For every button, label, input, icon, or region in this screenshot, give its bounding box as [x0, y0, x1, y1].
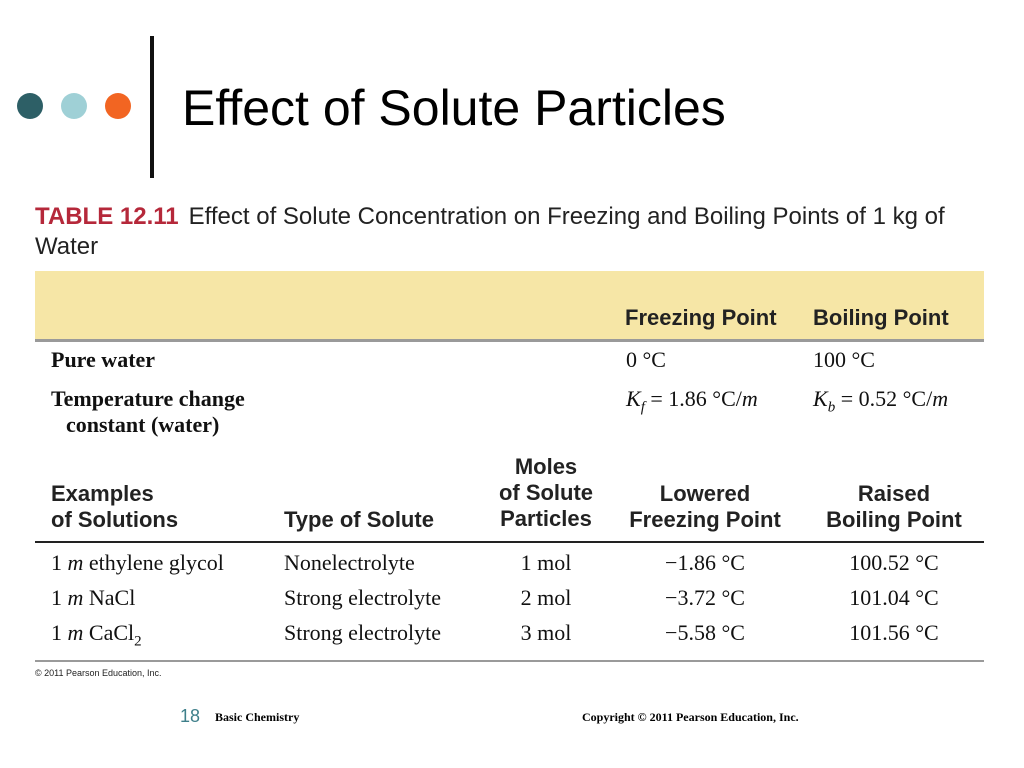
row-1-moles: 1 mol: [520, 550, 572, 575]
row-1-type: Nonelectrolyte: [284, 550, 415, 575]
accent-dots: [17, 93, 137, 121]
kf-value: = 1.86 °C/: [644, 386, 742, 411]
col-examples-line2: of Solutions: [51, 507, 179, 532]
row-2-name: NaCl: [83, 585, 136, 610]
footer-course: Basic Chemistry: [215, 710, 300, 724]
row-3-subscript: 2: [134, 633, 142, 650]
row-1-lowered: −1.86 °C: [665, 550, 745, 575]
table-caption-text: Effect of Solute Concentration on Freezing and Boiling Points of 1 kg of Water: [35, 203, 945, 260]
pure-water-label: Pure water: [51, 347, 156, 372]
row-3-lowered: −5.58 °C: [665, 620, 745, 645]
slide-title: Effect of Solute Particles: [182, 80, 726, 136]
header-freezing-point: Freezing Point: [625, 305, 777, 330]
table-number: TABLE 12.11: [35, 203, 179, 230]
row-3-solution: [51, 620, 142, 654]
kb-value: = 0.52 °C/: [835, 386, 933, 411]
kb-subscript: b: [827, 399, 836, 416]
col-moles-line2: of Solute: [498, 480, 594, 505]
row-3-raised: 101.56 °C: [849, 620, 939, 645]
constant-label-line1: Temperature change: [51, 386, 245, 411]
data-header-rule: [35, 541, 984, 543]
col-lowered-line1: Lowered: [659, 481, 751, 506]
header-rule: [35, 339, 984, 342]
kb-unit: m: [932, 386, 949, 411]
kb-constant: [813, 386, 948, 420]
row-3-molality: m: [67, 620, 84, 645]
footer-copyright: Copyright © 2011 Pearson Education, Inc.: [582, 710, 799, 724]
kf-unit: m: [741, 386, 758, 411]
row-1-solution: [51, 550, 224, 576]
row-2-moles: 2 mol: [520, 585, 572, 610]
col-moles-line1: Moles: [514, 454, 578, 479]
row-3-name: CaCl: [83, 620, 135, 645]
table-caption: [35, 202, 985, 262]
row-2-molality: m: [67, 585, 84, 610]
col-moles-line3: Particles: [500, 506, 592, 531]
row-1-name: ethylene glycol: [83, 550, 224, 575]
header-boiling-point: Boiling Point: [813, 305, 949, 330]
row-1-raised: 100.52 °C: [849, 550, 939, 575]
row-2-raised: 101.04 °C: [849, 585, 939, 610]
col-raised-line2: Boiling Point: [826, 507, 962, 532]
title-divider: [150, 36, 154, 178]
dot-light-teal: [61, 93, 87, 119]
page-number: 18: [180, 706, 201, 726]
table-bottom-rule: [35, 660, 984, 662]
kf-subscript: f: [640, 399, 645, 416]
kb-symbol: K: [813, 386, 828, 411]
col-raised-line1: Raised: [857, 481, 931, 506]
row-2-solution: [51, 585, 135, 611]
row-3-prefix: 1: [51, 620, 68, 645]
kf-symbol: K: [626, 386, 641, 411]
row-3-moles: 3 mol: [520, 620, 572, 645]
row-3-type: Strong electrolyte: [284, 620, 442, 645]
dot-orange: [105, 93, 131, 119]
col-type-of-solute: Type of Solute: [284, 507, 434, 532]
row-1-prefix: 1: [51, 550, 68, 575]
col-examples-line1: Examples: [51, 481, 154, 506]
pure-water-boiling: 100 °C: [813, 347, 875, 372]
row-2-lowered: −3.72 °C: [665, 585, 745, 610]
dot-dark-teal: [17, 93, 43, 119]
pure-water-freezing: 0 °C: [626, 347, 666, 372]
row-1-molality: m: [67, 550, 84, 575]
col-lowered-line2: Freezing Point: [629, 507, 781, 532]
table-credit: © 2011 Pearson Education, Inc.: [35, 668, 162, 678]
kf-constant: [626, 386, 758, 420]
constant-label-line2: constant (water): [66, 412, 220, 437]
row-2-prefix: 1: [51, 585, 68, 610]
row-2-type: Strong electrolyte: [284, 585, 442, 610]
